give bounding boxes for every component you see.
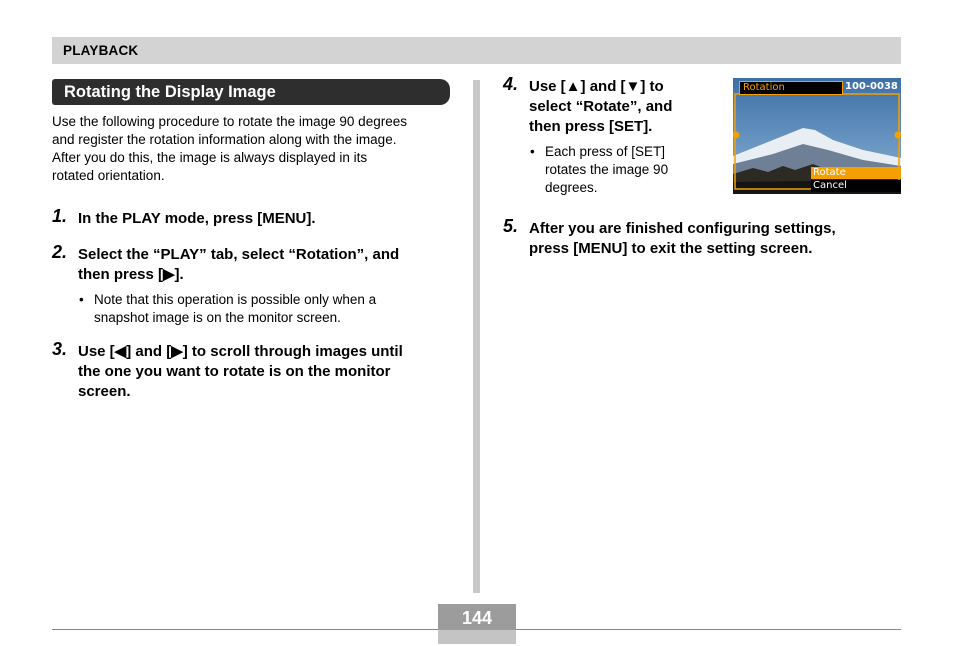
screen-title-box: [739, 81, 843, 95]
menu-item-cancel[interactable]: [811, 180, 901, 192]
step-text: then press [▶].: [78, 266, 184, 283]
step-text: press [MENU] to exit the setting screen.: [529, 240, 813, 257]
note-text: Each press of [SET]: [545, 144, 666, 159]
step-4-note: [530, 143, 720, 197]
note-text: snapshot image is on the monitor screen.: [94, 310, 341, 325]
step-text: Select the “PLAY” tab, select “Rotation”, and: [78, 246, 400, 263]
intro-line: rotated orientation.: [52, 168, 165, 183]
step-number: 1.: [52, 206, 68, 226]
intro-line: After you do this, the image is always displayed in its: [52, 150, 368, 165]
step-2-note: [79, 291, 459, 327]
section-title-bar: [52, 79, 450, 105]
step-text-block: [529, 219, 836, 259]
page-title: Rotating the Display Image: [64, 83, 276, 101]
page-number: 144: [461, 608, 493, 628]
step-3: [52, 339, 462, 402]
step-text: screen.: [78, 383, 131, 400]
header-bar: [52, 37, 901, 64]
step-2: [52, 242, 462, 285]
step-text: After you are finished configuring settings,: [529, 220, 836, 237]
step-4: [503, 74, 723, 137]
step-text: the one you want to rotate is on the monitor: [78, 363, 391, 380]
step-text: In the PLAY mode, press [MENU].: [78, 210, 316, 227]
intro-paragraph: [52, 113, 462, 185]
section-label: PLAYBACK: [63, 43, 139, 58]
step-text: Use [▲] and [▼] to: [529, 78, 664, 95]
page-number-box: [438, 604, 516, 644]
step-text: Use [◀] and [▶] to scroll through images until: [78, 343, 403, 360]
menu-item-label: Cancel: [813, 180, 847, 191]
bullet-icon: •: [530, 144, 535, 159]
step-number: 5.: [503, 216, 519, 236]
step-number: 4.: [503, 74, 519, 94]
note-text-block: [94, 291, 376, 327]
camera-screen: [733, 78, 901, 194]
step-number: 2.: [52, 242, 68, 262]
intro-line: Use the following procedure to rotate the image 90 degrees: [52, 114, 407, 129]
note-text: degrees.: [545, 180, 598, 195]
step-1: [52, 206, 462, 229]
page-number-base: [438, 630, 516, 644]
intro-line: and register the rotation information along with the image.: [52, 132, 397, 147]
note-text: Note that this operation is possible only when a: [94, 292, 377, 307]
step-text-block: [78, 342, 403, 402]
bullet-icon: •: [79, 292, 84, 307]
note-text: rotates the image 90: [545, 162, 669, 177]
column-divider: [473, 80, 480, 593]
step-number: 3.: [52, 339, 68, 359]
menu-item-rotate[interactable]: [811, 167, 901, 179]
step-text-block: [78, 245, 399, 285]
step-text-block: [529, 77, 672, 137]
step-text: then press [SET].: [529, 118, 653, 135]
screen-title: Rotation: [743, 82, 785, 93]
step-5: [503, 216, 901, 259]
file-number: 100-0038: [845, 81, 898, 92]
menu-item-label: Rotate: [813, 167, 846, 178]
step-text: select “Rotate”, and: [529, 98, 673, 115]
note-text-block: [545, 143, 668, 197]
